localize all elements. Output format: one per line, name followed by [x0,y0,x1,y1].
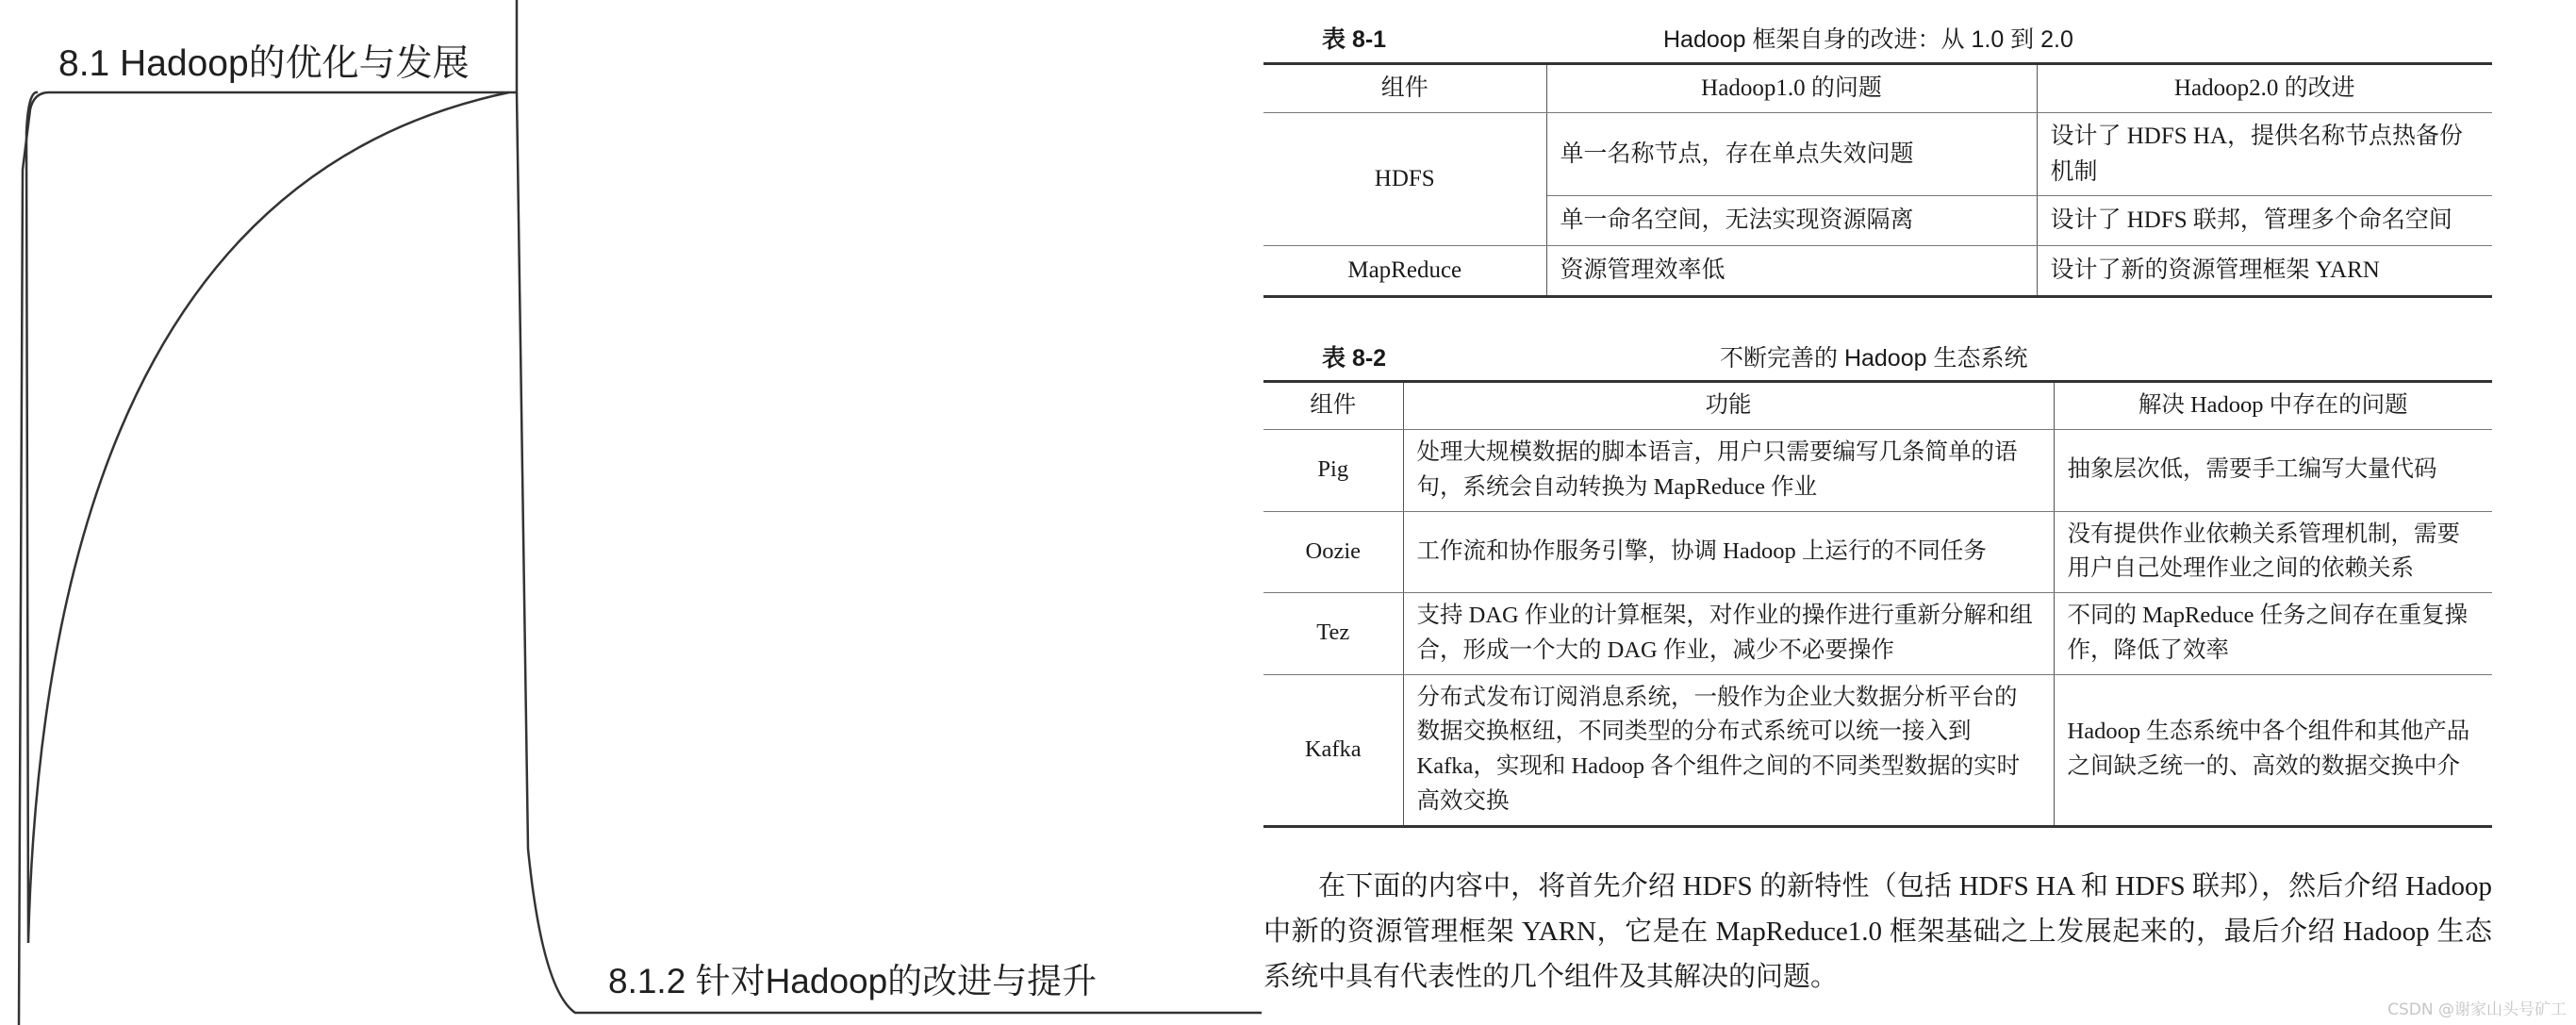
column-header: 组件 [1263,382,1403,430]
watermark: CSDN @谢家山头号矿工 [2387,1000,2567,1019]
table-row [1263,593,2492,675]
solves-cell: 抽象层次低，需要手工编写大量代码 [2054,430,2492,512]
component-cell: Tez [1263,593,1403,675]
component-cell: Kafka [1263,674,1403,826]
component-cell: HDFS [1263,113,1546,246]
column-header: 功能 [1403,382,2054,430]
mindmap-node-8-1[interactable]: 8.1 Hadoop的优化与发展 [58,43,470,84]
problem-cell: 单一名称节点，存在单点失效问题 [1546,113,2037,196]
table-8-2-number: 表 8-2 [1322,345,1387,372]
mindmap-node-8-1-2[interactable]: 8.1.2 针对Hadoop的改进与提升 [608,962,1098,1000]
function-cell: 分布式发布订阅消息系统，一般作为企业大数据分析平台的数据交换枢纽，不同类型的分布式系统可以统一接入到 Kafka，实现和 Hadoop 各个组件之间的不同类型数据的实时高效交换 [1403,674,2054,826]
column-header: 组件 [1263,64,1546,113]
table-row [1263,246,2492,297]
child-underline [517,92,1262,1013]
improvement-cell: 设计了 HDFS HA，提供名称节点热备份机制 [2037,113,2492,196]
table-8-2-caption [1322,339,2028,373]
component-cell: Pig [1263,430,1403,512]
table-8-1-caption [1322,21,2073,55]
function-cell: 工作流和协作服务引擎，协调 Hadoop 上运行的不同任务 [1403,511,2054,593]
function-cell: 处理大规模数据的脚本语言，用户只需要编写几条简单的语句，系统会自动转换为 MapReduce 作业 [1403,430,2054,512]
solves-cell: 不同的 MapReduce 任务之间存在重复操作，降低了效率 [2054,593,2492,675]
function-cell: 支持 DAG 作业的计算框架，对作业的操作进行重新分解和组合，形成一个大的 DAG 作业，减少不必要操作 [1403,593,2054,675]
component-cell: Oozie [1263,511,1403,593]
problem-cell: 资源管理效率低 [1546,246,2037,297]
component-cell: MapReduce [1263,246,1546,297]
problem-cell: 单一命名空间，无法实现资源隔离 [1546,196,2037,246]
table-header-row [1263,64,2492,113]
table-8-1-title: Hadoop 框架自身的改进：从 1.0 到 2.0 [1663,26,2073,53]
column-header: Hadoop2.0 的改进 [2037,64,2492,113]
child-branch-curve [26,92,509,943]
table-row [1263,674,2492,826]
column-header: Hadoop1.0 的问题 [1546,64,2037,113]
table-8-2 [1263,380,2492,828]
table-8-1 [1263,62,2492,298]
parent-underline [19,62,517,1025]
column-header: 解决 Hadoop 中存在的问题 [2054,382,2492,430]
table-row [1263,113,2492,196]
table-8-1-number: 表 8-1 [1322,26,1387,53]
improvement-cell: 设计了新的资源管理框架 YARN [2037,246,2492,297]
table-row [1263,430,2492,512]
body-paragraph: 在下面的内容中，将首先介绍 HDFS 的新特性（包括 HDFS HA 和 HDFS 联邦），然后介绍 Hadoop 中新的资源管理框架 YARN，它是在 MapReduce1.0 框架基础之上发展起来的，最后介绍 Hadoop 生态系统中具有代表性的几个组件及其解决的问题。 [1263,871,2492,992]
table-header-row [1263,382,2492,430]
improvement-cell: 设计了 HDFS 联邦，管理多个命名空间 [2037,196,2492,246]
table-8-2-title: 不断完善的 Hadoop 生态系统 [1720,345,2028,372]
solves-cell: 没有提供作业依赖关系管理机制，需要用户自己处理作业之间的依赖关系 [2054,511,2492,593]
solves-cell: Hadoop 生态系统中各个组件和其他产品之间缺乏统一的、高效的数据交换中介 [2054,674,2492,826]
table-row [1263,511,2492,593]
